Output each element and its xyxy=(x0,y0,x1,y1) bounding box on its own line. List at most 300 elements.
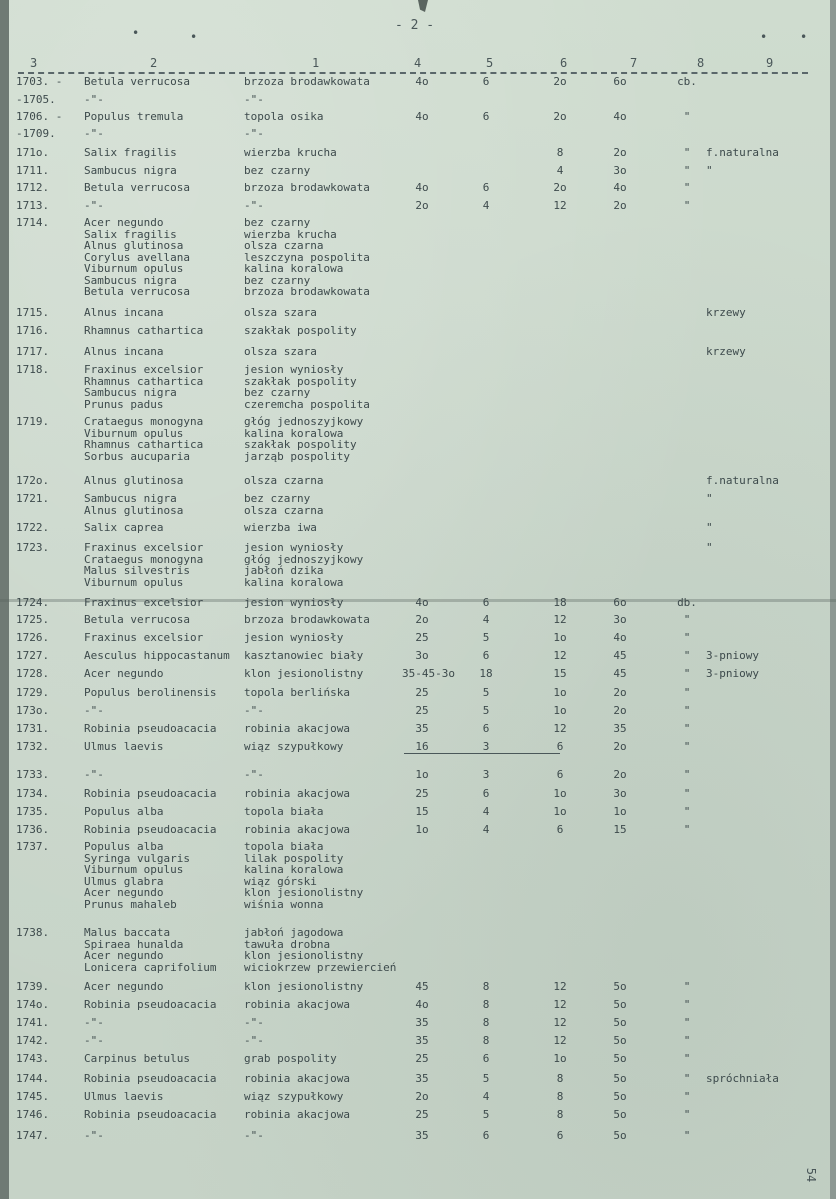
polish-name: klon jesionolistny xyxy=(244,949,364,962)
entry-number: 1734. xyxy=(16,787,50,800)
age-cell: 3o xyxy=(613,164,627,177)
height-cell: 4 xyxy=(482,1090,490,1103)
entry-number: 1746. xyxy=(16,1108,50,1121)
latin-name: Rhamnus cathartica xyxy=(84,324,204,337)
latin-name: Alnus incana xyxy=(84,345,164,358)
polish-name-cell xyxy=(244,597,343,609)
polish-name: bez czarny xyxy=(244,386,311,399)
entry-number: 1715. xyxy=(16,306,50,319)
polish-name: -"- xyxy=(244,199,264,212)
condition-cell: cb. xyxy=(677,75,697,88)
entry-number: 1719. xyxy=(16,415,50,428)
age-cell: 5o xyxy=(613,980,627,993)
crown-cell: 1o xyxy=(553,631,567,644)
entry-number: 1713. xyxy=(16,199,50,212)
entry-number: 1723. xyxy=(16,541,50,554)
crown-cell: 12 xyxy=(553,998,567,1011)
polish-name: olsza szara xyxy=(244,345,317,358)
latin-name: Prunus padus xyxy=(84,397,164,411)
polish-name-cell xyxy=(244,632,343,644)
height-cell: 5 xyxy=(482,631,490,644)
column-header: 2 xyxy=(150,56,158,70)
condition-cell: " xyxy=(683,980,691,993)
entry-number: 1712. xyxy=(16,181,50,194)
condition-cell: " xyxy=(683,722,691,735)
polish-name-cell xyxy=(244,522,317,534)
entry-number: 1722. xyxy=(16,521,50,534)
polish-name: -"- xyxy=(244,127,264,140)
entry-number: 1747. xyxy=(16,1129,50,1142)
entry-number: 1706. - xyxy=(16,110,63,123)
condition-cell: " xyxy=(683,110,691,123)
polish-name: kasztanowiec biały xyxy=(244,649,364,662)
circumference-cell: 25 xyxy=(415,787,429,800)
latin-name: Rhamnus cathartica xyxy=(84,374,204,388)
age-cell: 2o xyxy=(613,199,627,212)
condition-cell: " xyxy=(683,146,691,159)
height-cell: 4 xyxy=(482,805,490,818)
latin-name-cell xyxy=(84,841,190,910)
latin-name: Alnus incana xyxy=(84,306,164,319)
polish-name-cell xyxy=(244,182,370,194)
polish-name: topola berlińska xyxy=(244,686,350,699)
polish-name-cell xyxy=(244,927,396,973)
column-header: 8 xyxy=(697,56,705,70)
polish-name-cell xyxy=(244,307,317,319)
entry-number: 1727. xyxy=(16,649,50,662)
latin-name: Acer negundo xyxy=(84,667,164,680)
latin-name: Aesculus hippocastanum xyxy=(84,649,230,662)
remarks-cell: krzewy xyxy=(706,345,746,358)
latin-name: Alnus glutinosa xyxy=(84,503,184,517)
polish-name: robinia akacjowa xyxy=(244,1108,350,1121)
latin-name: Robinia pseudoacacia xyxy=(84,722,217,735)
latin-name-cell xyxy=(84,1109,216,1121)
column-header: 6 xyxy=(560,56,568,70)
age-cell: 5o xyxy=(613,1090,627,1103)
latin-name-cell xyxy=(84,1053,190,1065)
circumference-cell: 4o xyxy=(415,110,429,123)
circumference-cell: 35 xyxy=(415,1016,429,1029)
entry-number: 1728. xyxy=(16,667,50,680)
entry-number: 1716. xyxy=(16,324,50,337)
latin-name-cell xyxy=(84,217,190,298)
latin-name: Crataegus monogyna xyxy=(84,552,204,566)
polish-name: brzoza brodawkowata xyxy=(244,285,370,298)
entry-number: -1709. xyxy=(16,127,56,140)
polish-name: klon jesionolistny xyxy=(244,886,364,899)
polish-name-cell xyxy=(244,1109,350,1121)
polish-name: brzoza brodawkowata xyxy=(244,75,370,88)
age-cell: 2o xyxy=(613,704,627,717)
entry-number: -1705. xyxy=(16,93,56,106)
latin-name: Acer negundo xyxy=(84,886,164,899)
latin-name: Sorbus aucuparia xyxy=(84,449,190,463)
latin-name: Corylus avellana xyxy=(84,250,190,264)
condition-cell: " xyxy=(683,805,691,818)
polish-name: szakłak pospolity xyxy=(244,374,357,388)
crown-cell: 12 xyxy=(553,199,567,212)
latin-name-cell xyxy=(84,650,230,662)
polish-name-cell xyxy=(244,788,350,800)
polish-name: -"- xyxy=(244,704,264,717)
latin-name-cell xyxy=(84,788,216,800)
height-cell: 5 xyxy=(482,686,490,699)
polish-name-cell xyxy=(244,841,363,910)
polish-name-cell xyxy=(244,76,370,88)
latin-name: Carpinus betulus xyxy=(84,1052,190,1065)
latin-name: -"- xyxy=(84,199,104,212)
latin-name-cell xyxy=(84,182,190,194)
latin-name: Salix fragilis xyxy=(84,227,177,241)
condition-cell: db. xyxy=(677,596,697,609)
polish-name: brzoza brodawkowata xyxy=(244,613,370,626)
latin-name-cell xyxy=(84,325,203,337)
latin-name: Salix caprea xyxy=(84,521,164,534)
latin-name: Robinia pseudoacacia xyxy=(84,1072,217,1085)
age-cell: 4o xyxy=(613,110,627,123)
latin-name-cell xyxy=(84,307,163,319)
polish-name: robinia akacjowa xyxy=(244,787,350,800)
height-cell: 8 xyxy=(482,980,490,993)
polish-name: olsza czarna xyxy=(244,239,324,252)
column-header: 1 xyxy=(312,56,320,70)
latin-name: -"- xyxy=(84,704,104,717)
latin-name: Ulmus laevis xyxy=(84,740,164,753)
polish-name-cell xyxy=(244,128,264,140)
polish-name-cell xyxy=(244,806,323,818)
age-cell: 5o xyxy=(613,1016,627,1029)
polish-name-cell xyxy=(244,416,363,462)
height-cell: 4 xyxy=(482,613,490,626)
crown-cell: 12 xyxy=(553,980,567,993)
polish-name-cell xyxy=(244,364,370,410)
latin-name-cell xyxy=(84,597,203,609)
polish-name: wiąz szypułkowy xyxy=(244,740,344,753)
height-cell: 6 xyxy=(482,110,490,123)
condition-cell: " xyxy=(683,998,691,1011)
entry-number: 1743. xyxy=(16,1052,50,1065)
entry-number: 173o. xyxy=(16,704,50,717)
crown-cell: 12 xyxy=(553,613,567,626)
crown-cell: 8 xyxy=(556,1108,564,1121)
polish-name: leszczyna pospolita xyxy=(244,250,370,264)
archive-side-number: 54 xyxy=(803,1167,818,1183)
polish-name: robinia akacjowa xyxy=(244,823,350,836)
polish-name: -"- xyxy=(244,1129,264,1142)
polish-name-cell xyxy=(244,650,363,662)
polish-name-cell xyxy=(244,542,363,588)
circumference-cell: 1o xyxy=(415,823,429,836)
age-cell: 5o xyxy=(613,1108,627,1121)
column-header: 5 xyxy=(486,56,494,70)
circumference-cell: 1o xyxy=(415,768,429,781)
latin-name-cell xyxy=(84,632,203,644)
page-number: - 2 - xyxy=(395,18,435,33)
latin-name-cell xyxy=(84,1035,104,1047)
crown-cell: 2o xyxy=(553,110,567,123)
crown-cell: 1o xyxy=(553,686,567,699)
latin-name: Sambucus nigra xyxy=(84,273,177,287)
circumference-cell: 25 xyxy=(415,631,429,644)
remarks-cell: 3-pniowy xyxy=(706,667,759,680)
column-header: 4 xyxy=(414,56,422,70)
entry-number: 1732. xyxy=(16,740,50,753)
latin-name-cell xyxy=(84,1073,216,1085)
column-header: 9 xyxy=(766,56,774,70)
condition-cell: " xyxy=(683,686,691,699)
latin-name: Acer negundo xyxy=(84,949,164,962)
polish-name-cell xyxy=(244,687,350,699)
crown-cell: 15 xyxy=(553,667,567,680)
latin-name-cell xyxy=(84,614,190,626)
polish-name: szakłak pospolity xyxy=(244,438,357,451)
polish-name-cell xyxy=(244,1073,350,1085)
condition-cell: " xyxy=(683,1016,691,1029)
latin-name: Alnus glutinosa xyxy=(84,239,184,252)
polish-name: topola osika xyxy=(244,110,324,123)
age-cell: 45 xyxy=(613,649,627,662)
polish-name: jesion wyniosły xyxy=(244,363,344,376)
age-cell: 6o xyxy=(613,75,627,88)
age-cell: 5o xyxy=(613,1129,627,1142)
condition-cell: " xyxy=(683,1072,691,1085)
latin-name: Fraxinus excelsior xyxy=(84,631,204,644)
latin-name-cell xyxy=(84,927,216,973)
crown-cell: 4 xyxy=(556,164,564,177)
column-header: 3 xyxy=(30,56,38,70)
entry-number: 171o. xyxy=(16,146,50,159)
remarks-cell: " xyxy=(706,541,713,554)
age-cell: 2o xyxy=(613,740,627,753)
latin-name: Populus alba xyxy=(84,805,164,818)
entry-number: 172o. xyxy=(16,474,50,487)
entry-number: 1714. xyxy=(16,216,50,229)
polish-name: jarząb pospolity xyxy=(244,449,350,463)
polish-name-cell xyxy=(244,668,363,680)
polish-name: wiąz szypułkowy xyxy=(244,1090,344,1103)
circumference-cell: 2o xyxy=(415,1090,429,1103)
remarks-cell: " xyxy=(706,164,713,177)
polish-name: kalina koralowa xyxy=(244,575,344,589)
polish-name-cell xyxy=(244,475,323,487)
entry-number: 1738. xyxy=(16,926,50,939)
entry-number: 1726. xyxy=(16,631,50,644)
circumference-cell: 4o xyxy=(415,596,429,609)
entry-number: 1731. xyxy=(16,722,50,735)
polish-name: jesion wyniosły xyxy=(244,541,344,554)
polish-name-cell xyxy=(244,999,350,1011)
entry-number: 1741. xyxy=(16,1016,50,1029)
age-cell: 1o xyxy=(613,805,627,818)
circumference-cell: 35 xyxy=(415,1034,429,1047)
entry-number: 1718. xyxy=(16,363,50,376)
condition-cell: " xyxy=(683,787,691,800)
polish-name: robinia akacjowa xyxy=(244,722,350,735)
entry-number: 1717. xyxy=(16,345,50,358)
height-cell: 4 xyxy=(482,199,490,212)
crown-cell: 1o xyxy=(553,704,567,717)
circumference-cell: 45 xyxy=(415,980,429,993)
condition-cell: " xyxy=(683,704,691,717)
circumference-cell: 35 xyxy=(415,722,429,735)
age-cell: 2o xyxy=(613,686,627,699)
entry-number: 1733. xyxy=(16,768,50,781)
condition-cell: " xyxy=(683,1129,691,1142)
crown-cell: 18 xyxy=(553,596,567,609)
latin-name: -"- xyxy=(84,93,104,106)
polish-name-cell xyxy=(244,1091,343,1103)
circumference-cell: 3o xyxy=(415,649,429,662)
height-cell: 6 xyxy=(482,596,490,609)
latin-name: -"- xyxy=(84,127,104,140)
strikethrough-line xyxy=(404,753,560,754)
polish-name-cell xyxy=(244,741,343,753)
circumference-cell: 25 xyxy=(415,686,429,699)
entry-number: 1737. xyxy=(16,840,50,853)
age-cell: 35 xyxy=(613,722,627,735)
polish-name: bez czarny xyxy=(244,216,311,229)
latin-name: Malus silvestris xyxy=(84,564,190,577)
entry-number: 1739. xyxy=(16,980,50,993)
remarks-cell: " xyxy=(706,521,713,534)
polish-name: szakłak pospolity xyxy=(244,324,357,337)
remarks-cell: " xyxy=(706,492,713,505)
latin-name-cell xyxy=(84,687,216,699)
polish-name: jabłoń dzika xyxy=(244,564,324,577)
latin-name: Crataegus monogyna xyxy=(84,415,204,428)
polish-name-cell xyxy=(244,346,317,358)
condition-cell: " xyxy=(683,199,691,212)
polish-name: głóg jednoszyjkowy xyxy=(244,552,364,566)
polish-name: jesion wyniosły xyxy=(244,631,344,644)
polish-name: czeremcha pospolita xyxy=(244,397,370,411)
crown-cell: 12 xyxy=(553,1016,567,1029)
polish-name: -"- xyxy=(244,768,264,781)
crown-cell: 6 xyxy=(556,823,564,836)
crown-cell: 6 xyxy=(556,740,564,753)
age-cell: 4o xyxy=(613,181,627,194)
latin-name: Ulmus glabra xyxy=(84,874,164,888)
latin-name-cell xyxy=(84,705,104,717)
latin-name-cell xyxy=(84,94,104,106)
height-cell: 6 xyxy=(482,649,490,662)
latin-name-cell xyxy=(84,1130,104,1142)
height-cell: 6 xyxy=(482,181,490,194)
latin-name-cell xyxy=(84,542,203,588)
polish-name-cell xyxy=(244,723,350,735)
polish-name-cell xyxy=(244,493,323,516)
polish-name-cell xyxy=(244,1017,264,1029)
circumference-cell: 4o xyxy=(415,181,429,194)
latin-name-cell xyxy=(84,668,163,680)
height-cell: 4 xyxy=(482,823,490,836)
polish-name-cell xyxy=(244,147,337,159)
latin-name: Prunus mahaleb xyxy=(84,897,177,911)
height-cell: 18 xyxy=(479,667,493,680)
polish-name: kalina koralowa xyxy=(244,426,344,440)
entry-number: 1724. xyxy=(16,596,50,609)
latin-name: Alnus glutinosa xyxy=(84,474,184,487)
polish-name: jesion wyniosły xyxy=(244,596,344,609)
condition-cell: " xyxy=(683,181,691,194)
height-cell: 5 xyxy=(482,704,490,717)
latin-name: Viburnum opulus xyxy=(84,575,184,589)
polish-name: robinia akacjowa xyxy=(244,1072,350,1085)
polish-name: wiciokrzew przewiercień xyxy=(244,960,397,974)
height-cell: 5 xyxy=(482,1108,490,1121)
height-cell: 8 xyxy=(482,1034,490,1047)
condition-cell: " xyxy=(683,1090,691,1103)
remarks-cell: f.naturalna xyxy=(706,474,779,487)
polish-name: -"- xyxy=(244,1016,264,1029)
polish-name: głóg jednoszyjkowy xyxy=(244,415,364,428)
latin-name: Sambucus nigra xyxy=(84,386,177,399)
latin-name: -"- xyxy=(84,1129,104,1142)
age-cell: 5o xyxy=(613,1034,627,1047)
entry-number: 174o. xyxy=(16,998,50,1011)
latin-name-cell xyxy=(84,981,163,993)
polish-name-cell xyxy=(244,1053,337,1065)
circumference-cell: 35 xyxy=(415,1072,429,1085)
latin-name: Robinia pseudoacacia xyxy=(84,998,217,1011)
latin-name: Betula verrucosa xyxy=(84,285,190,298)
height-cell: 6 xyxy=(482,787,490,800)
latin-name-cell xyxy=(84,147,177,159)
entry-number: 1729. xyxy=(16,686,50,699)
polish-name-cell xyxy=(244,614,370,626)
circumference-cell: 35-45-3o xyxy=(402,667,455,680)
polish-name-cell xyxy=(244,769,264,781)
entry-number: 1735. xyxy=(16,805,50,818)
age-cell: 6o xyxy=(613,596,627,609)
latin-name: Populus alba xyxy=(84,840,164,853)
polish-name: olsza czarna xyxy=(244,474,324,487)
polish-name: -"- xyxy=(244,93,264,106)
polish-name: topola biała xyxy=(244,840,324,853)
latin-name: Rhamnus cathartica xyxy=(84,438,204,451)
polish-name: klon jesionolistny xyxy=(244,980,364,993)
remarks-cell: spróchniała xyxy=(706,1072,779,1085)
latin-name-cell xyxy=(84,1091,163,1103)
latin-name-cell xyxy=(84,364,203,410)
column-header: 7 xyxy=(630,56,638,70)
condition-cell: " xyxy=(683,613,691,626)
crown-cell: 8 xyxy=(556,1090,564,1103)
paper-tear xyxy=(418,0,428,12)
latin-name-cell xyxy=(84,522,163,534)
latin-name-cell xyxy=(84,824,216,836)
polish-name-cell xyxy=(244,94,264,106)
condition-cell: " xyxy=(683,649,691,662)
latin-name: Betula verrucosa xyxy=(84,181,190,194)
latin-name: Betula verrucosa xyxy=(84,613,190,626)
latin-name: Malus baccata xyxy=(84,926,171,939)
polish-name: kalina koralowa xyxy=(244,863,344,876)
polish-name-cell xyxy=(244,1035,264,1047)
latin-name-cell xyxy=(84,999,216,1011)
polish-name: olsza szara xyxy=(244,306,317,319)
condition-cell: " xyxy=(683,740,691,753)
polish-name: bez czarny xyxy=(244,273,311,287)
polish-name: klon jesionolistny xyxy=(244,667,364,680)
circumference-cell: 16 xyxy=(415,740,429,753)
polish-name-cell xyxy=(244,981,363,993)
crown-cell: 2o xyxy=(553,181,567,194)
entry-number: 1742. xyxy=(16,1034,50,1047)
remarks-cell: 3-pniowy xyxy=(706,649,759,662)
latin-name-cell xyxy=(84,769,104,781)
